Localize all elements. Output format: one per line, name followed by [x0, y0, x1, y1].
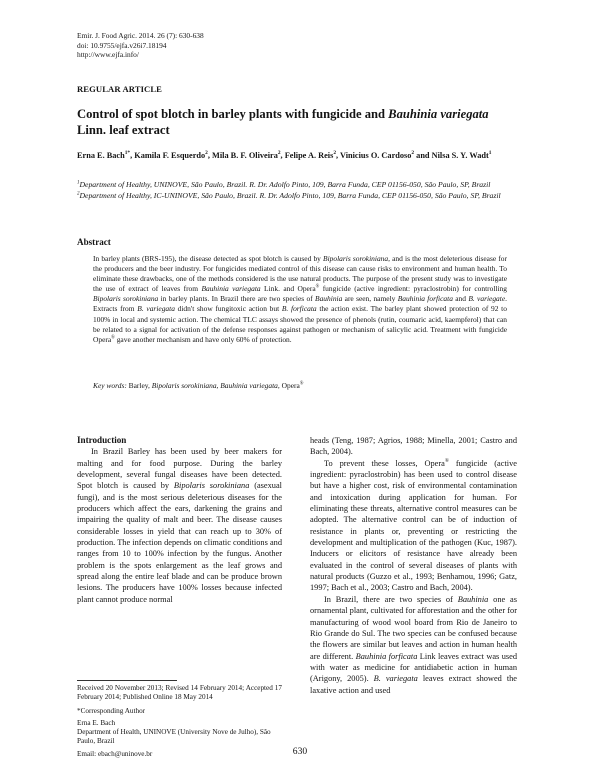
- corresponding-label: *Corresponding Author: [77, 706, 146, 715]
- author: Kamila F. Esquerdo: [134, 151, 206, 160]
- journal-url[interactable]: http://www.ejfa.info/: [77, 50, 139, 60]
- journal-meta: [77, 31, 204, 60]
- author: Mila B. F. Oliveira: [212, 151, 278, 160]
- abstract-heading: Abstract: [77, 237, 111, 247]
- keywords-label: Key words:: [93, 381, 127, 390]
- paragraph: To prevent these losses, Opera® fungicide (active ingredient: pyraclostrobin) has been used to control disease but have a higher cost, risk of environmental contamination and intoxication during application for human. For eliminating these threats, alternative control measures can be adopted. The alternative control can be of induction of resistance in plants or, preventing or restricting the development and multiplication of the pathogen (Kuc, 1987). Inducers or elicitors of resistance have already been evaluated in the control of several diseases of plants with natural products (Guzzo et al., 1993; Benhamou, 1996; Gatz, 1997; Bach et al., 2003; Castro and Bach, 2004).: [310, 457, 517, 593]
- page-number: 630: [292, 746, 308, 757]
- affiliation: $^2$Department of Healthy, IC-UNINOVE, São Paulo, Brazil. R. Dr. Adolfo Pinto, 109, Barra Funda, CEP 01156-050, São Paulo, SP, Brazil: [77, 190, 501, 200]
- corresponding-email[interactable]: Email: ebach@uninove.br: [77, 749, 153, 758]
- author: Felipe A. Reis: [284, 151, 334, 160]
- paragraph: In Brazil Barley has been used by beer makers for malting and for food purpose. During the barley development, several fungal diseases have been detected. Spot blotch is caused by Bipolaris sorokiniana (asexual fungi), and is the most serious deleterious diseases for the producers which affect the ears, darkening the grains and impairing the quality of malt and beer. The disease causes considerable losses in yield that can reach up to 30% of production. The infection depends on climatic conditions and ranges from 10 to 100% infection by the fungus. Another problem is the spots enlargement as the leaf grows and spread along the entire leaf blade and can be produce brown lesions. The producers have 100% losses because infected plant cannot produce normal: [77, 447, 283, 604]
- author-list: Erna E. Bach$^{1*}$, Kamila F. Esquerdo$^2$, Mila B. F. Oliveira$^2$, Felipe A. Reis$^2$, Vinicius O. Cardoso$^2$ and Nilsa S. Y. Wadt$^1$: [77, 150, 492, 160]
- author: Vinicius O. Cardoso: [340, 151, 412, 160]
- right-column: [310, 435, 517, 696]
- journal-doi[interactable]: doi: 10.9755/ejfa.v26i7.18194: [77, 40, 167, 50]
- article-title: Control of spot blotch in barley plants with fungicide and Bauhinia variegata Linn. leaf extract: [77, 107, 489, 137]
- journal-citation: Emir. J. Food Agric. 2014. 26 (7): 630-638: [77, 31, 204, 40]
- affiliation: $^1$Department of Healthy, UNINOVE, São Paulo, Brazil. R. Dr. Adolfo Pinto, 109, Barra Funda, CEP 01156-050, São Paulo, SP, Brazil: [77, 180, 491, 189]
- keywords: Key words: Barley, Bipolaris sorokiniana, Bauhinia variegata, Opera®: [93, 381, 304, 390]
- corresponding-dept: Department of Health, UNINOVE (University Nove de Julho), São Paulo, Brazil: [77, 728, 271, 746]
- paragraph: In Brazil, there are two species of Bauhinia one as ornamental plant, cultivated for afforestation and the other for manufacturing of wood wool board from Rio de Janeiro to Rio Grande do Sul. The two species can be confused because the flowers are similar but leaves and action in human health are different. Bauhinia forficata Link leaves extract was used with water as medicine for antidiabetic action in human (Arigony, 2005). B. variegata leaves extract showed the laxative action and used: [310, 594, 518, 695]
- abstract-body: In barley plants (BRS-195), the disease detected as spot blotch is caused by Bipolaris sorokiniana, and is the most deleterious disease for the producers and the beer industry. For fungicides mediated control of this disease can cause risks to environment and human health. To eliminate these drawbacks, one of the methods considered is the use natural products. The purpose of the present study was to investigate the use of extract of leaves from Bauhinia variegata Link. and Opera® fungicide (active ingredient: pyraclostrobin) for controlling Bipolaris sorokiniana in barley plants. In Brazil there are two species of Bauhinia are seen, namely Bauhinia forficata and B. variegate. Extracts from B. variegata didn't show fungitoxic action but B. forficata the action exist. The barley plant showed protection of 92 to 100% in local and systemic action. The chemical TLC assays showed the presence of phenols (rutin, coumaric acid, kaempferol) that can be related to a signal for activation of the defense responses against pathogen or mechanism of salicylic acid. Treatment with fungicide Opera® gave another mechanism and have only 60% of protection.: [93, 254, 508, 344]
- paragraph: heads (Teng, 1987; Agrios, 1988; Minella, 2001; Castro and Bach, 2004).: [310, 436, 517, 457]
- author: Erna E. Bach: [77, 151, 125, 160]
- footnote-divider: [77, 680, 177, 681]
- article-type: REGULAR ARTICLE: [77, 84, 163, 94]
- corresponding-name: Erna E. Bach: [77, 718, 116, 727]
- affiliations: [77, 180, 527, 202]
- author: Nilsa S. Y. Wadt: [431, 151, 489, 160]
- received-dates: Received 20 November 2013; Revised 14 February 2014; Accepted 17 February 2014; Published Online 18 May 2014: [77, 684, 282, 702]
- left-column: [77, 435, 282, 605]
- introduction-heading: Introduction: [77, 435, 127, 445]
